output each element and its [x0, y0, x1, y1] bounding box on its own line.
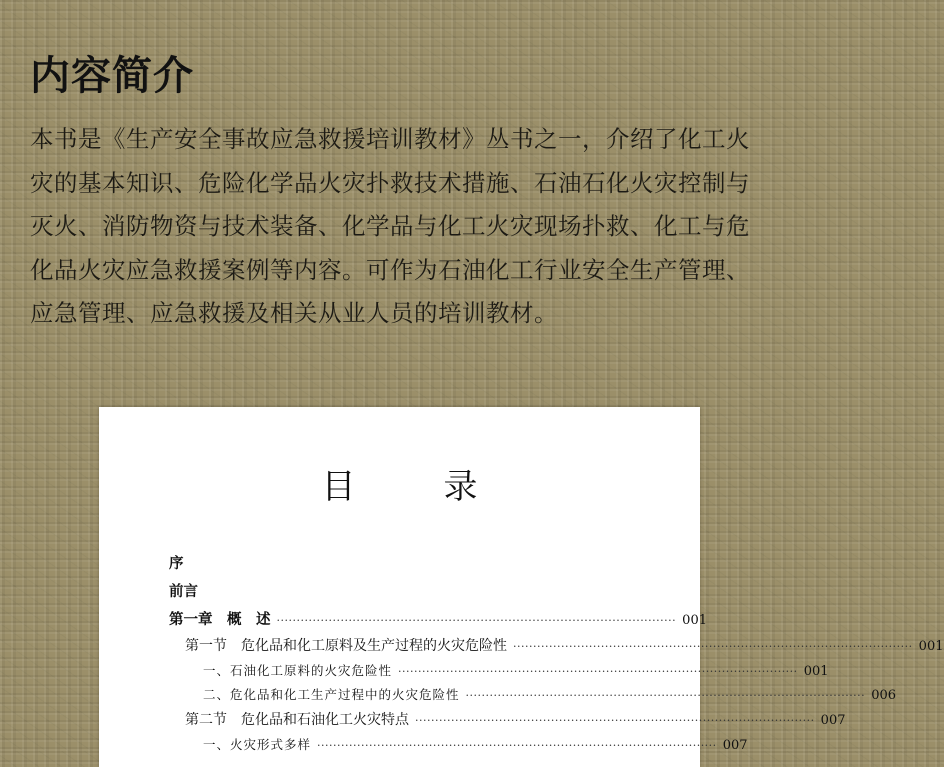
- toc-entry-page: 006: [871, 688, 897, 703]
- toc-entry-page: 001: [918, 639, 944, 654]
- toc-title: [99, 467, 700, 507]
- toc-entry-label: 一、石油化工原料的火灾危险性: [203, 663, 393, 678]
- toc-leader-dots: ····································································································: [398, 665, 798, 678]
- toc-entry-label: 第一节 危化品和化工原料及生产过程的火灾危险性: [185, 638, 507, 654]
- toc-leader-dots: ····································································································: [415, 714, 815, 727]
- toc-entry-page: 001: [803, 664, 829, 679]
- toc-title-char: 录: [443, 467, 478, 507]
- toc-entry-item: [203, 686, 897, 705]
- toc-entry-label: 一、火灾形式多样: [203, 737, 312, 752]
- toc-entry-item: [203, 662, 829, 681]
- toc-entry-foreword: [169, 583, 627, 601]
- toc-entry-section-1-2: [185, 711, 846, 730]
- toc-entry-label: 二、危化品和化工生产过程中的火灾危险性: [203, 687, 460, 702]
- intro-heading: 内容简介: [30, 52, 194, 99]
- toc-entry-section-1-1: [185, 637, 944, 656]
- toc-entry-item: [203, 736, 748, 755]
- toc-leader-dots: ····································································································: [465, 689, 866, 702]
- toc-entry-page: 007: [820, 713, 846, 728]
- toc-entry-page: 007: [722, 738, 748, 753]
- table-of-contents-page: [99, 407, 944, 767]
- toc-leader-dots: ····································································································: [513, 640, 913, 653]
- toc-entry-label: 前言: [169, 583, 198, 600]
- toc-entry-chapter-1: [169, 611, 707, 630]
- toc-entry-label: 第二节 危化品和石油化工火灾特点: [185, 712, 409, 728]
- intro-paragraph: 本书是《生产安全事故应急救援培训教材》丛书之一，介绍了化工火灾的基本知识、危险化学品火灾扑救技术措施、石油石化火灾控制与灭火、消防物资与技术装备、化学品与化工火灾现场扑救、化工与危化品火灾应急救援案例等内容。可作为石油化工行业安全生产管理、应急管理、应急救援及相关从业人员的培训教材。: [30, 125, 750, 327]
- toc-entry-preface: [169, 555, 627, 573]
- toc-leader-dots: ····································································································: [317, 739, 717, 752]
- toc-entry-page: 001: [682, 613, 707, 628]
- toc-leader-dots: ····································································································: [276, 614, 677, 627]
- toc-title-char: 目: [321, 467, 356, 507]
- toc-entry-label: 序: [169, 555, 184, 572]
- toc-entry-label: 第一章 概 述: [169, 611, 271, 628]
